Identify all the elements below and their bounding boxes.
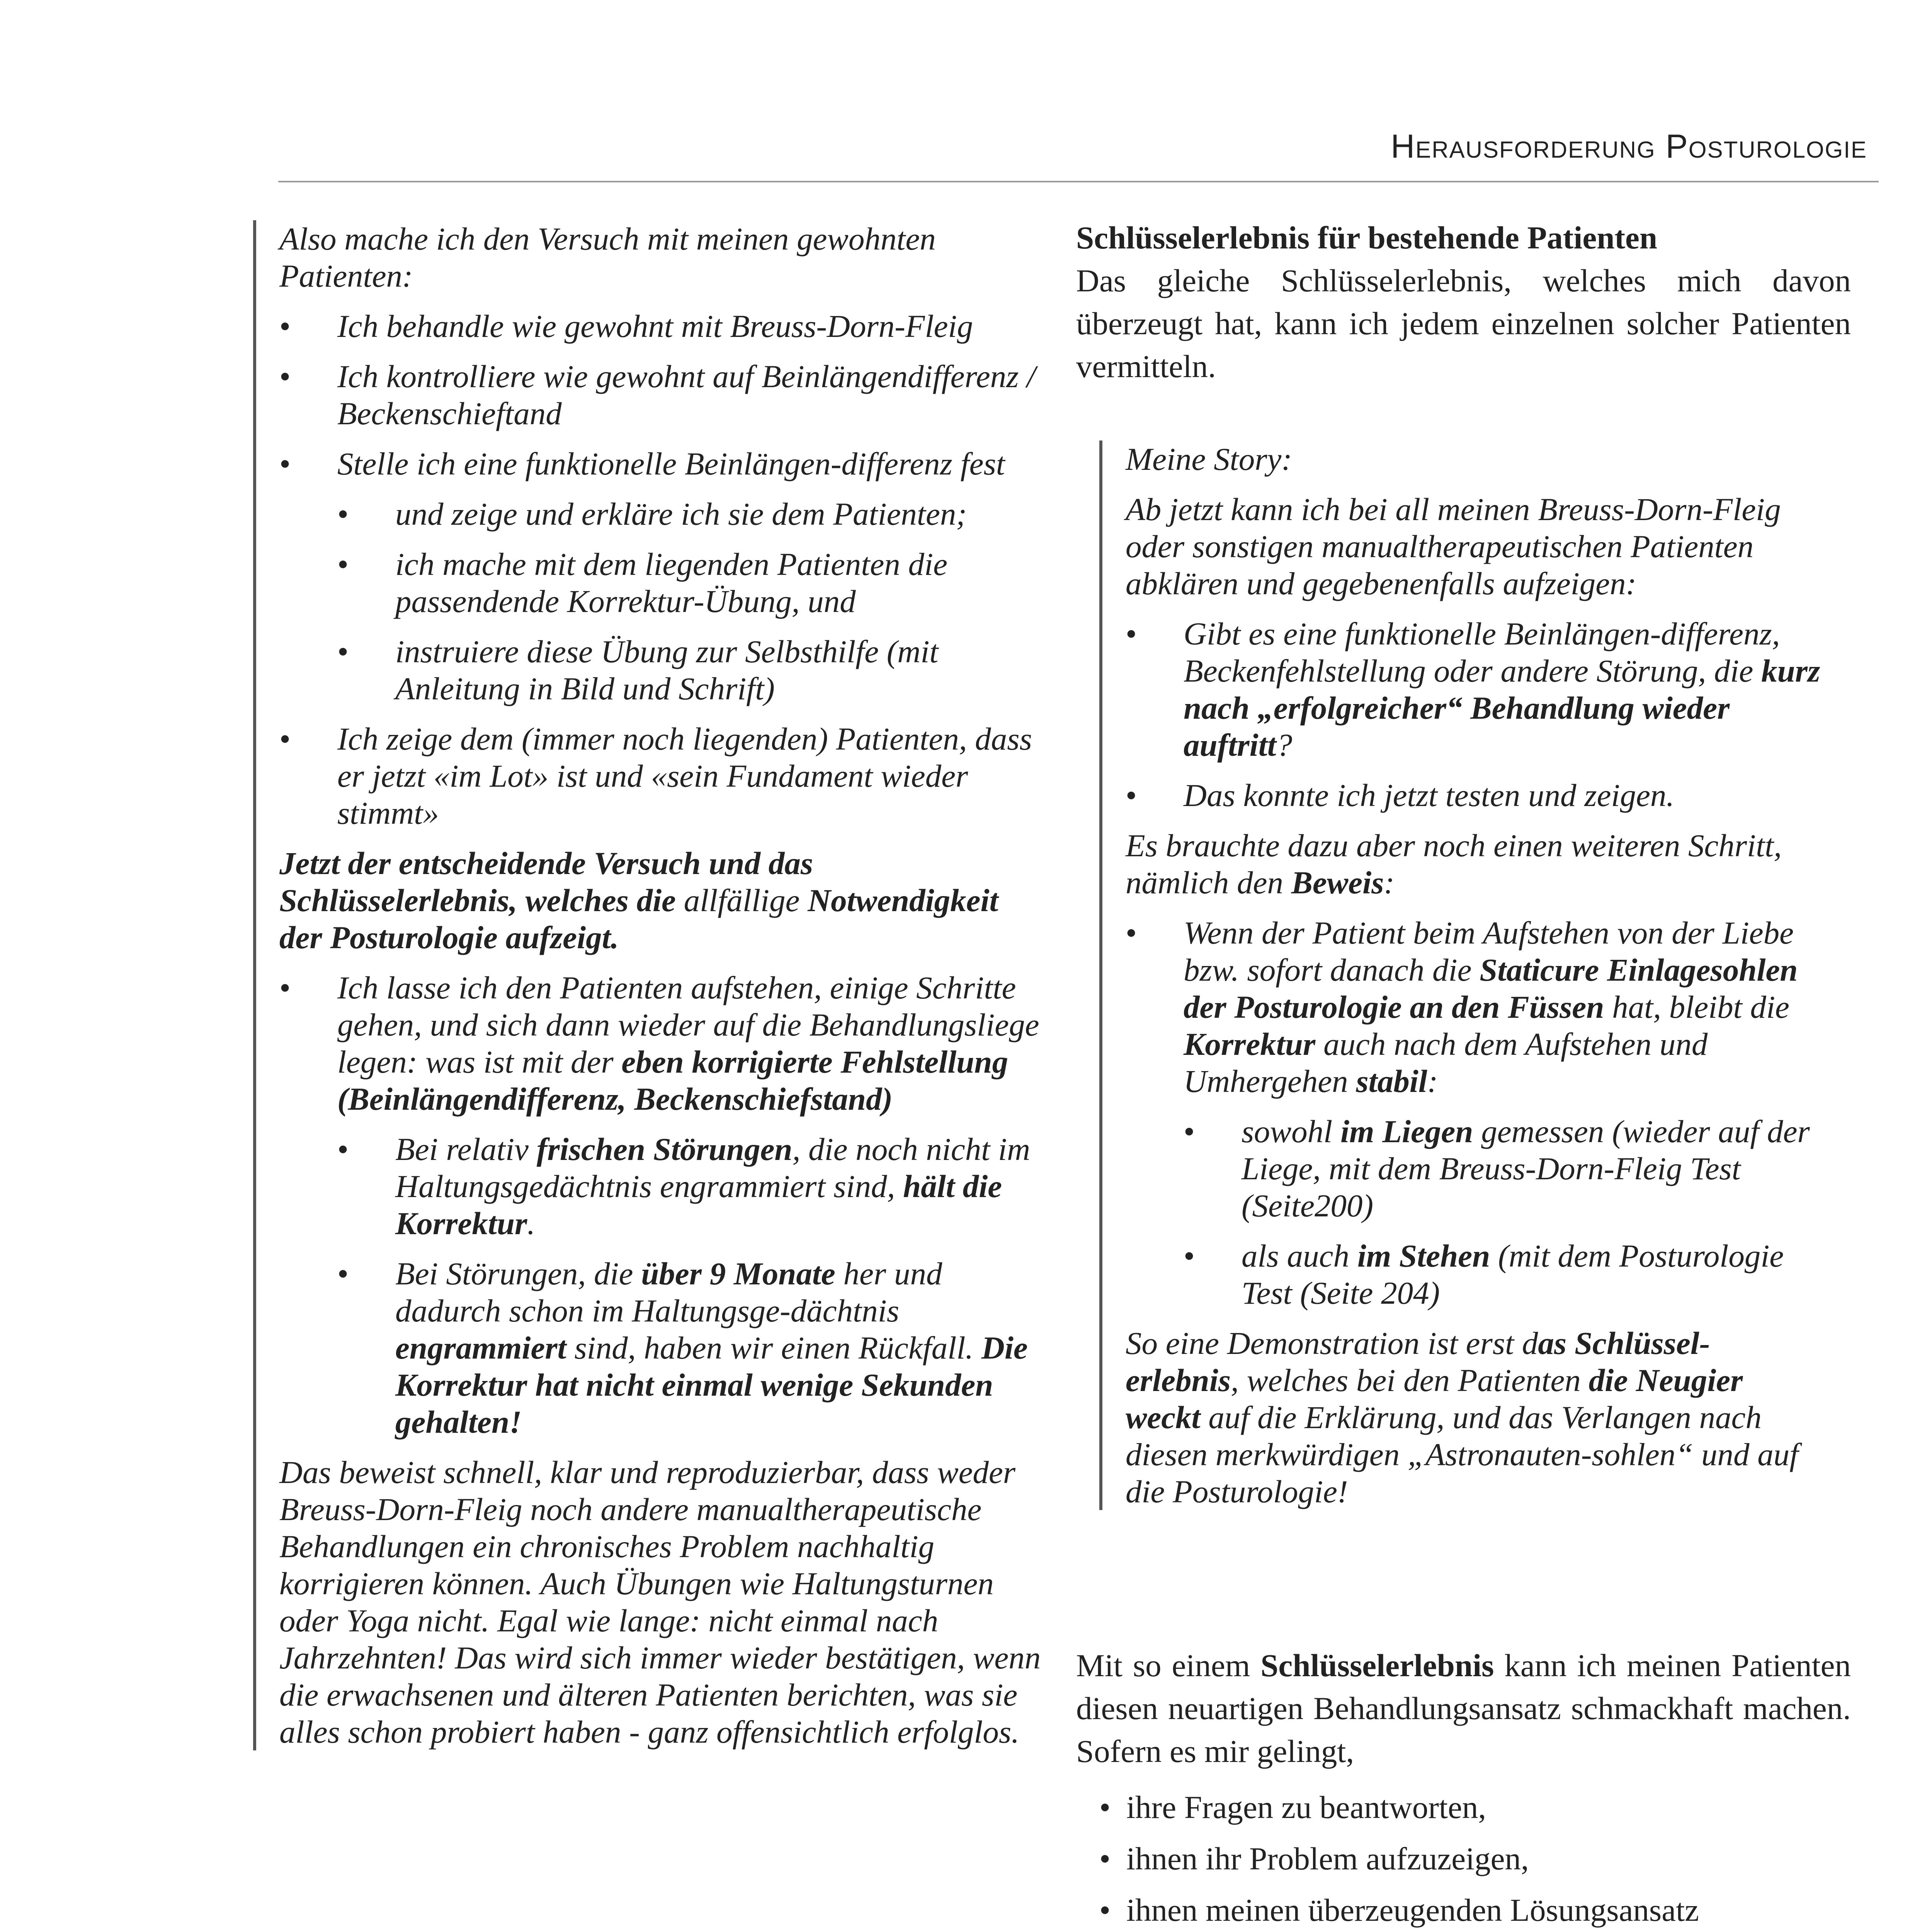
paragraph: Es brauchte dazu aber noch einen weiteren Schritt, nämlich den Beweis: [1126, 828, 1782, 900]
list-item: • Bei relativ frischen Störungen, die noch nicht im Haltungsgedächtnis engrammiert sind, hält die Korrektur. [337, 1131, 1048, 1242]
header-rule [278, 181, 1879, 182]
list-item: • ihre Fragen zu beantworten, [1099, 1786, 1851, 1829]
left-story-box [253, 220, 1048, 1750]
list-item: • instruiere diese Übung zur Selbsthilfe (mit Anleitung in Bild und Schrift) [337, 633, 1048, 707]
list-item: • Ich kontrolliere wie gewohnt auf Beinlängendifferenz / Beckenschieftand [279, 358, 1048, 432]
right-top-section [1076, 216, 1851, 401]
list-item: • Ich behandle wie gewohnt mit Breuss-Dorn-Fleig [279, 308, 1048, 345]
story-label: Meine Story: [1126, 441, 1292, 477]
list-item: • ihnen ihr Problem aufzuzeigen, [1099, 1837, 1851, 1880]
list-item: • als auch im Stehen (mit dem Posturologie Test (Seite 204) [1184, 1237, 1821, 1311]
list-item: • Bei Störungen, die über 9 Monate her und dadurch schon im Haltungsge-dächtnis engrammiert sind, haben wir einen Rückfall. Die Korrektur hat nicht einmal wenige Sekunden gehalten! [337, 1255, 1048, 1440]
list-item: • sowohl im Liegen gemessen (wieder auf der Liege, mit dem Breuss-Dorn-Fleig Test (Seite200) [1184, 1113, 1821, 1224]
list-item: • Gibt es eine funktionelle Beinlängen-differenz, Beckenfehlstellung oder andere Störung, die kurz nach „erfolgreicher“ Behandlung wieder auftritt? [1126, 615, 1821, 764]
list-item: • Stelle ich eine funktionelle Beinlängen-differenz fest [279, 445, 1048, 482]
list-item: • ich mache mit dem liegenden Patienten die passendende Korrektur-Übung, und [337, 546, 1048, 620]
right-story-box [1099, 440, 1821, 1510]
list-item: • Ich lasse ich den Patienten aufstehen, einige Schritte gehen, und sich dann wieder auf die Behandlungsliege legen: was ist mit der eben korrigierte Fehlstellung (Beinlängendifferenz, Beckenschiefstand) [279, 969, 1048, 1117]
list-item: • und zeige und erkläre ich sie dem Patienten; [337, 495, 1048, 532]
list-item: • Ich zeige dem (immer noch liegenden) Patienten, dass er jetzt «im Lot» ist und «sein Fundament wieder stimmt» [279, 720, 1048, 832]
list-item: • Das konnte ich jetzt testen und zeigen. [1126, 777, 1821, 814]
running-header: Herausforderung Posturologie [1391, 128, 1867, 165]
closing-paragraph: Das beweist schnell, klar und reproduzierbar, dass weder Breuss-Dorn-Fleig noch andere manualtherapeutische Behandlungen ein chronisches Problem nachhaltig korrigieren können. Auch Übungen wie Haltungsturnen oder Yoga nicht. Egal wie lange: nicht einmal nach Jahrzehnten! Das wird sich immer wieder bestätigen, wenn die erwachsenen und älteren Patienten berichten, was sie alles schon probiert haben - ganz offensichtlich erfolglos. [279, 1454, 1041, 1750]
key-experience-emphasis: Jetzt der entscheidende Versuch und das Schlüsselerlebnis, welches die allfällige Notwendigkeit der Posturologie aufzeigt. [279, 845, 998, 955]
right-mid-section [1076, 1644, 1851, 1932]
paragraph: Mit so einem Schlüsselerlebnis kann ich meinen Patienten diesen neuartigen Behandlungsansatz schmackhaft machen. Sofern es mir gelingt, [1076, 1648, 1851, 1769]
list-item: • ihnen meinen überzeugenden Lösungsansatz [1099, 1889, 1806, 1932]
intro-text: Also mache ich den Versuch mit meinen gewohnten Patienten: [279, 221, 936, 294]
paragraph: So eine Demonstration ist erst das Schlüssel-erlebnis, welches bei den Patienten die Neugier weckt auf die Erklärung, und das Verlangen nach diesen merkwürdigen „Astronauten-sohlen“ und auf die Posturologie! [1126, 1325, 1799, 1509]
list-item: • Wenn der Patient beim Aufstehen von der Liebe bzw. sofort danach die Staticure Einlagesohlen der Posturologie an den Füssen hat, bleibt die Korrektur auch nach dem Aufstehen und Umhergehen stabil: [1126, 914, 1821, 1100]
section-heading: Schlüsselerlebnis für bestehende Patienten [1076, 220, 1658, 255]
paragraph: Ab jetzt kann ich bei all meinen Breuss-Dorn-Fleig oder sonstigen manualtherapeutischen Patienten abklären und gegebenenfalls aufzeigen: [1126, 492, 1781, 601]
paragraph: Das gleiche Schlüsselerlebnis, welches mich davon überzeugt hat, kann ich jedem einzelnen solcher Patienten vermitteln. [1076, 263, 1851, 384]
